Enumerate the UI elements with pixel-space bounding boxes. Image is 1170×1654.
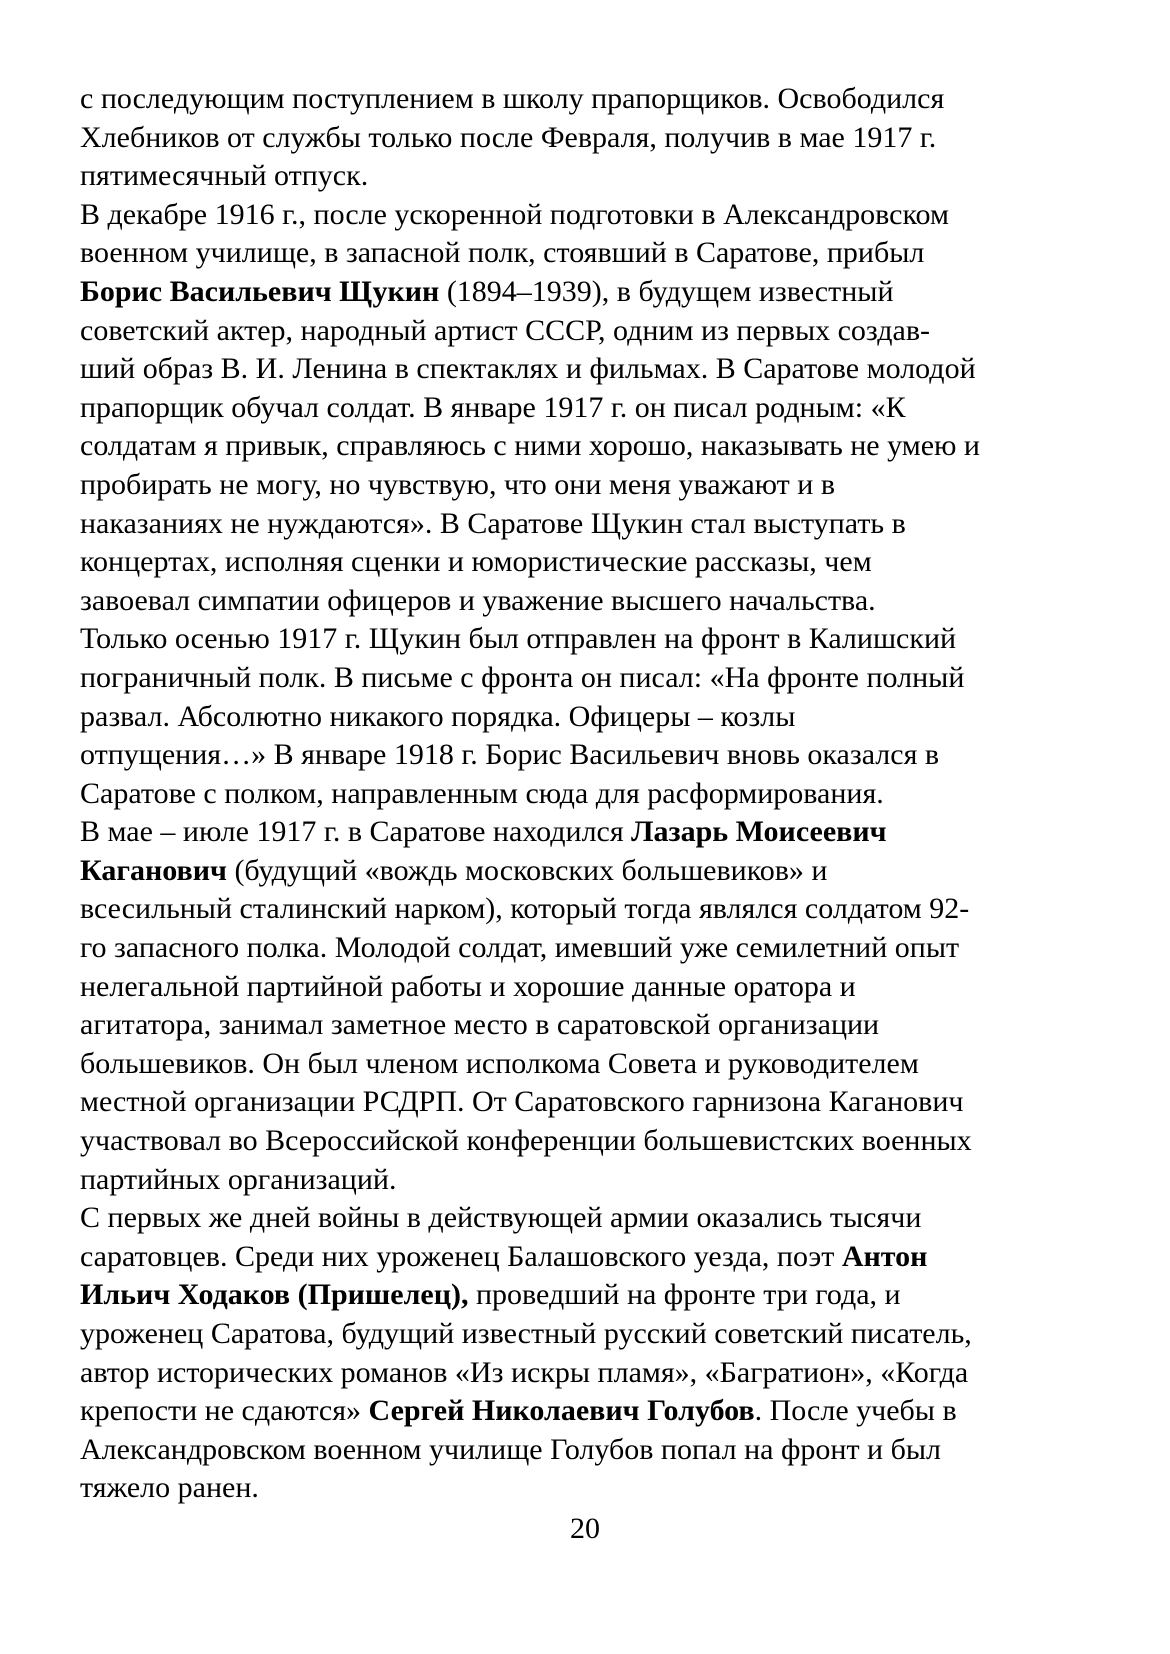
text-segment: (будущий «вождь московских большевиков» и bbox=[226, 853, 828, 887]
text-segment: Хлебников от службы только после Февраля, получив в мае 1917 г. bbox=[80, 120, 937, 154]
text-line bbox=[80, 543, 1110, 582]
text-segment: крепости не сдаются» bbox=[80, 1394, 369, 1428]
text-segment: нелегальной партийной работы и хорошие данные оратора и bbox=[80, 969, 856, 1003]
text-segment: Только осенью 1917 г. Щукин был отправлен на фронт в Калишский bbox=[80, 622, 957, 656]
body-text bbox=[80, 80, 1110, 1508]
page-number: 20 bbox=[570, 1512, 600, 1545]
text-segment: тяжело ранен. bbox=[80, 1471, 259, 1505]
text-segment: местной организации РСДРП. От Саратовского гарнизона Каганович bbox=[80, 1085, 964, 1119]
text-line bbox=[80, 698, 1110, 737]
text-segment: советский актер, народный артист СССР, одним из первых создав- bbox=[80, 313, 930, 347]
text-line bbox=[80, 427, 1110, 466]
text-line bbox=[80, 1431, 1110, 1470]
text-line bbox=[80, 157, 1110, 196]
text-line bbox=[80, 389, 1110, 428]
text-line bbox=[80, 1006, 1110, 1045]
text-line bbox=[80, 1083, 1110, 1122]
bold-name: Ильич Ходаков (Пришелец), bbox=[80, 1278, 469, 1312]
bold-name: Сергей Николаевич Голубов bbox=[368, 1394, 755, 1428]
text-line bbox=[80, 1354, 1110, 1393]
text-line bbox=[80, 968, 1110, 1007]
text-line bbox=[80, 273, 1110, 312]
text-segment: саратовцев. Среди них уроженец Балашовского уезда, поэт bbox=[80, 1239, 842, 1273]
text-segment: солдатам я привык, справляюсь с ними хорошо, наказывать не умею и bbox=[80, 429, 980, 463]
text-segment: военном училище, в запасной полк, стоявший в Саратове, прибыл bbox=[80, 236, 925, 270]
text-segment: Александровском военном училище Голубов попал на фронт и был bbox=[80, 1432, 942, 1466]
text-segment: го запасного полка. Молодой солдат, имевший уже семилетний опыт bbox=[80, 931, 960, 965]
text-segment: (1894–1939), в будущем известный bbox=[439, 274, 894, 308]
text-segment: автор исторических романов «Из искры пламя», «Багратион», «Когда bbox=[80, 1355, 969, 1389]
text-line bbox=[80, 1276, 1110, 1315]
text-segment: С первых же дней войны в действующей армии оказались тысячи bbox=[80, 1201, 922, 1235]
text-line bbox=[80, 775, 1110, 814]
text-segment: уроженец Саратова, будущий известный русский советский писатель, bbox=[80, 1317, 972, 1350]
text-line bbox=[80, 1122, 1110, 1161]
text-line bbox=[80, 852, 1110, 891]
text-segment: пятимесячный отпуск. bbox=[80, 159, 369, 193]
text-segment: большевиков. Он был членом исполкома Совета и руководителем bbox=[80, 1046, 919, 1080]
text-segment: завоевал симпатии офицеров и уважение высшего начальства. bbox=[80, 583, 876, 617]
text-line bbox=[80, 582, 1110, 621]
bold-name: Каганович bbox=[80, 853, 227, 887]
text-line bbox=[80, 505, 1110, 544]
text-segment: В мае – июле 1917 г. в Саратове находился bbox=[80, 815, 632, 849]
text-line bbox=[80, 929, 1110, 968]
text-line bbox=[80, 119, 1110, 158]
text-line bbox=[80, 659, 1110, 698]
text-segment: прапорщик обучал солдат. В январе 1917 г. он писал родным: «К bbox=[80, 390, 906, 424]
text-line bbox=[80, 1161, 1110, 1200]
text-segment: агитатора, занимал заметное место в саратовской организации bbox=[80, 1008, 880, 1042]
text-line bbox=[80, 736, 1110, 775]
text-line bbox=[80, 813, 1110, 852]
text-segment: развал. Абсолютно никакого порядка. Офицеры – козлы bbox=[80, 699, 796, 733]
bold-name: Лазарь Моисеевич bbox=[631, 815, 887, 849]
text-segment: наказаниях не нуждаются». В Саратове Щукин стал выступать в bbox=[80, 506, 906, 540]
bold-name: Антон bbox=[841, 1239, 928, 1273]
text-line bbox=[80, 312, 1110, 351]
text-segment: участвовал во Всероссийской конференции большевистских военных bbox=[80, 1124, 972, 1158]
text-segment: ший образ В. И. Ленина в спектаклях и фильмах. В Саратове молодой bbox=[80, 352, 976, 386]
text-segment: проведший на фронте три года, и bbox=[468, 1278, 901, 1312]
text-line bbox=[80, 1469, 1110, 1508]
text-segment: отпущения…» В январе 1918 г. Борис Васильевич вновь оказался в bbox=[80, 738, 940, 772]
text-segment: Саратове с полком, направленным сюда для расформирования. bbox=[80, 776, 884, 810]
text-line bbox=[80, 890, 1110, 929]
text-segment: . После учебы в bbox=[754, 1394, 957, 1428]
text-segment: концертах, исполняя сценки и юмористические рассказы, чем bbox=[80, 545, 872, 579]
text-segment: пробирать не могу, но чувствую, что они меня уважают и в bbox=[80, 467, 836, 501]
text-line bbox=[80, 350, 1110, 389]
text-line bbox=[80, 466, 1110, 505]
text-segment: с последующим поступлением в школу прапорщиков. Освободился bbox=[80, 82, 945, 115]
text-line bbox=[80, 1315, 1110, 1354]
text-line bbox=[80, 1392, 1110, 1431]
text-line bbox=[80, 1238, 1110, 1277]
text-segment: пограничный полк. В письме с фронта он писал: «На фронте полный bbox=[80, 660, 965, 694]
text-line bbox=[80, 620, 1110, 659]
text-line bbox=[80, 80, 1110, 119]
text-line bbox=[80, 234, 1110, 273]
text-segment: В декабре 1916 г., после ускоренной подготовки в Александровском bbox=[80, 197, 949, 231]
text-line bbox=[80, 1199, 1110, 1238]
text-segment: партийных организаций. bbox=[80, 1162, 397, 1196]
text-line bbox=[80, 196, 1110, 235]
bold-name: Борис Васильевич Щукин bbox=[80, 274, 440, 308]
text-segment: всесильный сталинский нарком), который тогда являлся солдатом 92- bbox=[80, 892, 970, 926]
text-line bbox=[80, 1045, 1110, 1084]
